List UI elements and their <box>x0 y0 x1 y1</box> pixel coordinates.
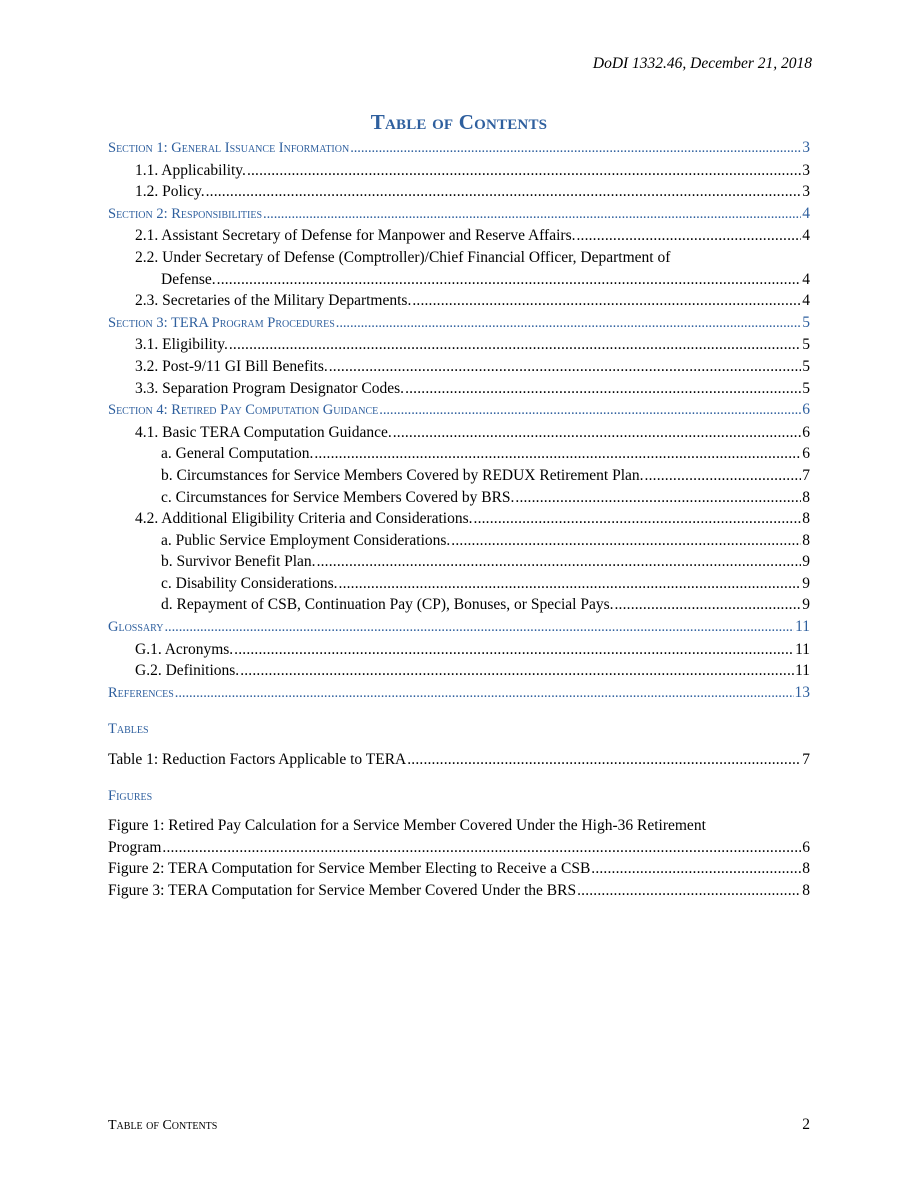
toc-entry-4-2-c[interactable] <box>108 573 810 595</box>
dot-leader <box>317 551 802 573</box>
toc-label: G.1. Acronyms. <box>135 640 234 658</box>
dot-leader <box>206 181 802 203</box>
toc-page: 6 <box>802 445 810 463</box>
toc-label: b. Survivor Benefit Plan. <box>161 553 316 571</box>
toc-label: 3.3. Separation Program Designator Codes. <box>135 379 405 397</box>
toc-label: Section 4: Retired Pay Computation Guidance <box>108 402 379 419</box>
toc-label: c. Disability Considerations. <box>161 574 338 592</box>
dot-leader <box>577 880 801 902</box>
toc-page: 7 <box>802 751 810 769</box>
toc-entry-3-3[interactable] <box>108 378 810 400</box>
footer-page-number: 2 <box>802 1116 810 1133</box>
toc-entry-2-2[interactable] <box>108 247 810 290</box>
toc-page: 8 <box>802 860 810 878</box>
toc-label: Table 1: Reduction Factors Applicable to TERA <box>108 751 407 769</box>
toc-label: References <box>108 684 174 701</box>
toc-entry-3-2[interactable] <box>108 356 810 378</box>
toc-page: 5 <box>802 379 810 397</box>
toc-label: 3.1. Eligibility. <box>135 336 228 354</box>
toc-page: 3 <box>802 161 810 179</box>
dot-leader <box>229 334 801 356</box>
toc-page: 8 <box>802 510 810 528</box>
figures-heading: Figures <box>108 787 153 804</box>
toc-section-1[interactable] <box>108 137 810 160</box>
toc-page: 9 <box>802 596 810 614</box>
toc-label: Defense. <box>161 270 216 288</box>
toc-label: 2.3. Secretaries of the Military Departments. <box>135 292 412 310</box>
toc-entry-4-1-c[interactable] <box>108 487 810 509</box>
toc-page: 9 <box>802 574 810 592</box>
toc-label: 3.2. Post-9/11 GI Bill Benefits. <box>135 357 328 375</box>
dot-leader <box>407 749 801 771</box>
footer-section-label: Table of Contents <box>108 1118 218 1133</box>
toc-section-4[interactable] <box>108 399 810 422</box>
toc-page: 4 <box>802 227 810 245</box>
toc-glossary[interactable] <box>108 616 810 639</box>
dot-leader <box>393 422 802 444</box>
toc-page: 11 <box>795 662 810 680</box>
toc-entry-2-1[interactable] <box>108 225 810 247</box>
toc-entry-2-3[interactable] <box>108 290 810 312</box>
toc-entry-g-1[interactable] <box>108 639 810 661</box>
dot-leader <box>405 378 801 400</box>
toc-page: 8 <box>802 882 810 899</box>
toc-page: 7 <box>802 466 810 484</box>
toc-label: Program <box>108 838 162 856</box>
toc-label: Section 1: General Issuance Information <box>108 140 350 156</box>
toc-label: G.2. Definitions. <box>135 662 240 680</box>
dot-leader <box>234 639 794 661</box>
dot-leader <box>336 313 801 335</box>
dot-leader <box>451 530 801 552</box>
toc-page: 13 <box>794 683 810 701</box>
toc-entry-4-2-a[interactable] <box>108 530 810 552</box>
toc-page: 5 <box>802 357 810 375</box>
toc-label: 1.1. Applicability. <box>135 161 246 179</box>
table-of-contents <box>108 137 810 902</box>
toc-page: 11 <box>795 618 810 636</box>
toc-page: 5 <box>802 336 810 354</box>
toc-label: a. General Computation. <box>161 445 314 463</box>
toc-page: 3 <box>802 139 810 156</box>
dot-leader <box>329 356 802 378</box>
dot-leader <box>314 443 801 465</box>
toc-entry-4-2-b[interactable] <box>108 551 810 573</box>
dot-leader <box>339 573 802 595</box>
toc-page: 8 <box>802 531 810 549</box>
toc-table-1[interactable] <box>108 749 810 771</box>
toc-page: 8 <box>802 488 810 506</box>
toc-page: 3 <box>802 183 810 201</box>
toc-entry-g-2[interactable] <box>108 660 810 682</box>
dot-leader <box>240 660 794 682</box>
dot-leader <box>615 594 802 616</box>
dot-leader <box>379 400 801 422</box>
toc-title: Table of Contents <box>370 110 548 134</box>
toc-entry-4-2[interactable] <box>108 508 810 530</box>
toc-entry-1-1[interactable] <box>108 160 810 182</box>
tables-heading: Tables <box>108 721 149 738</box>
dot-leader <box>162 837 801 859</box>
toc-entry-1-2[interactable] <box>108 181 810 203</box>
toc-page: 4 <box>802 270 810 288</box>
toc-page: 6 <box>802 401 810 419</box>
dot-leader <box>217 269 802 291</box>
toc-label-line1: 2.2. Under Secretary of Defense (Comptroller)/Chief Financial Officer, Department of <box>135 248 671 266</box>
toc-page: 9 <box>802 553 810 571</box>
dot-leader <box>576 225 801 247</box>
toc-section-2[interactable] <box>108 203 810 226</box>
dot-leader <box>350 138 801 160</box>
document-header: DoDI 1332.46, December 21, 2018 <box>592 55 812 72</box>
toc-label: Section 3: TERA Program Procedures <box>108 314 335 331</box>
dot-leader <box>165 617 795 639</box>
toc-references[interactable] <box>108 682 810 705</box>
toc-page: 4 <box>802 292 810 310</box>
toc-label-line1: Figure 1: Retired Pay Calculation for a Service Member Covered Under the High-36 Retirement <box>108 817 706 835</box>
toc-entry-3-1[interactable] <box>108 334 810 356</box>
toc-figure-1[interactable] <box>108 815 810 858</box>
dot-leader <box>263 204 801 226</box>
dot-leader <box>474 508 802 530</box>
toc-entry-4-2-d[interactable] <box>108 594 810 616</box>
toc-label: Glossary <box>108 619 164 636</box>
toc-entry-4-1[interactable] <box>108 422 810 444</box>
toc-entry-4-1-a[interactable] <box>108 443 810 465</box>
dot-leader <box>412 290 801 312</box>
toc-label: 2.1. Assistant Secretary of Defense for Manpower and Reserve Affairs. <box>135 227 576 245</box>
toc-label: Section 2: Responsibilities <box>108 205 263 222</box>
dot-leader <box>175 683 794 705</box>
toc-entry-4-1-b[interactable] <box>108 465 810 487</box>
toc-label: c. Circumstances for Service Members Covered by BRS. <box>161 488 515 506</box>
toc-figure-2[interactable] <box>108 858 810 880</box>
toc-label: d. Repayment of CSB, Continuation Pay (CP), Bonuses, or Special Pays. <box>161 596 614 614</box>
toc-label: Figure 3: TERA Computation for Service Member Covered Under the BRS <box>108 882 577 899</box>
toc-page: 4 <box>802 204 810 222</box>
dot-leader <box>247 160 801 182</box>
dot-leader <box>591 858 801 880</box>
dot-leader <box>645 465 802 487</box>
dot-leader <box>515 487 801 509</box>
toc-label: a. Public Service Employment Considerations. <box>161 531 451 549</box>
toc-label: b. Circumstances for Service Members Covered by REDUX Retirement Plan. <box>161 466 644 484</box>
toc-label: 4.1. Basic TERA Computation Guidance. <box>135 423 392 441</box>
toc-label: 1.2. Policy. <box>135 183 205 201</box>
toc-section-3[interactable] <box>108 312 810 335</box>
toc-page: 6 <box>802 423 810 441</box>
toc-label: Figure 2: TERA Computation for Service Member Electing to Receive a CSB <box>108 860 591 878</box>
toc-page: 5 <box>802 313 810 331</box>
toc-figure-3[interactable] <box>108 880 810 902</box>
toc-label: 4.2. Additional Eligibility Criteria and Considerations. <box>135 510 473 528</box>
toc-page: 11 <box>795 640 810 658</box>
toc-page: 6 <box>802 838 810 856</box>
